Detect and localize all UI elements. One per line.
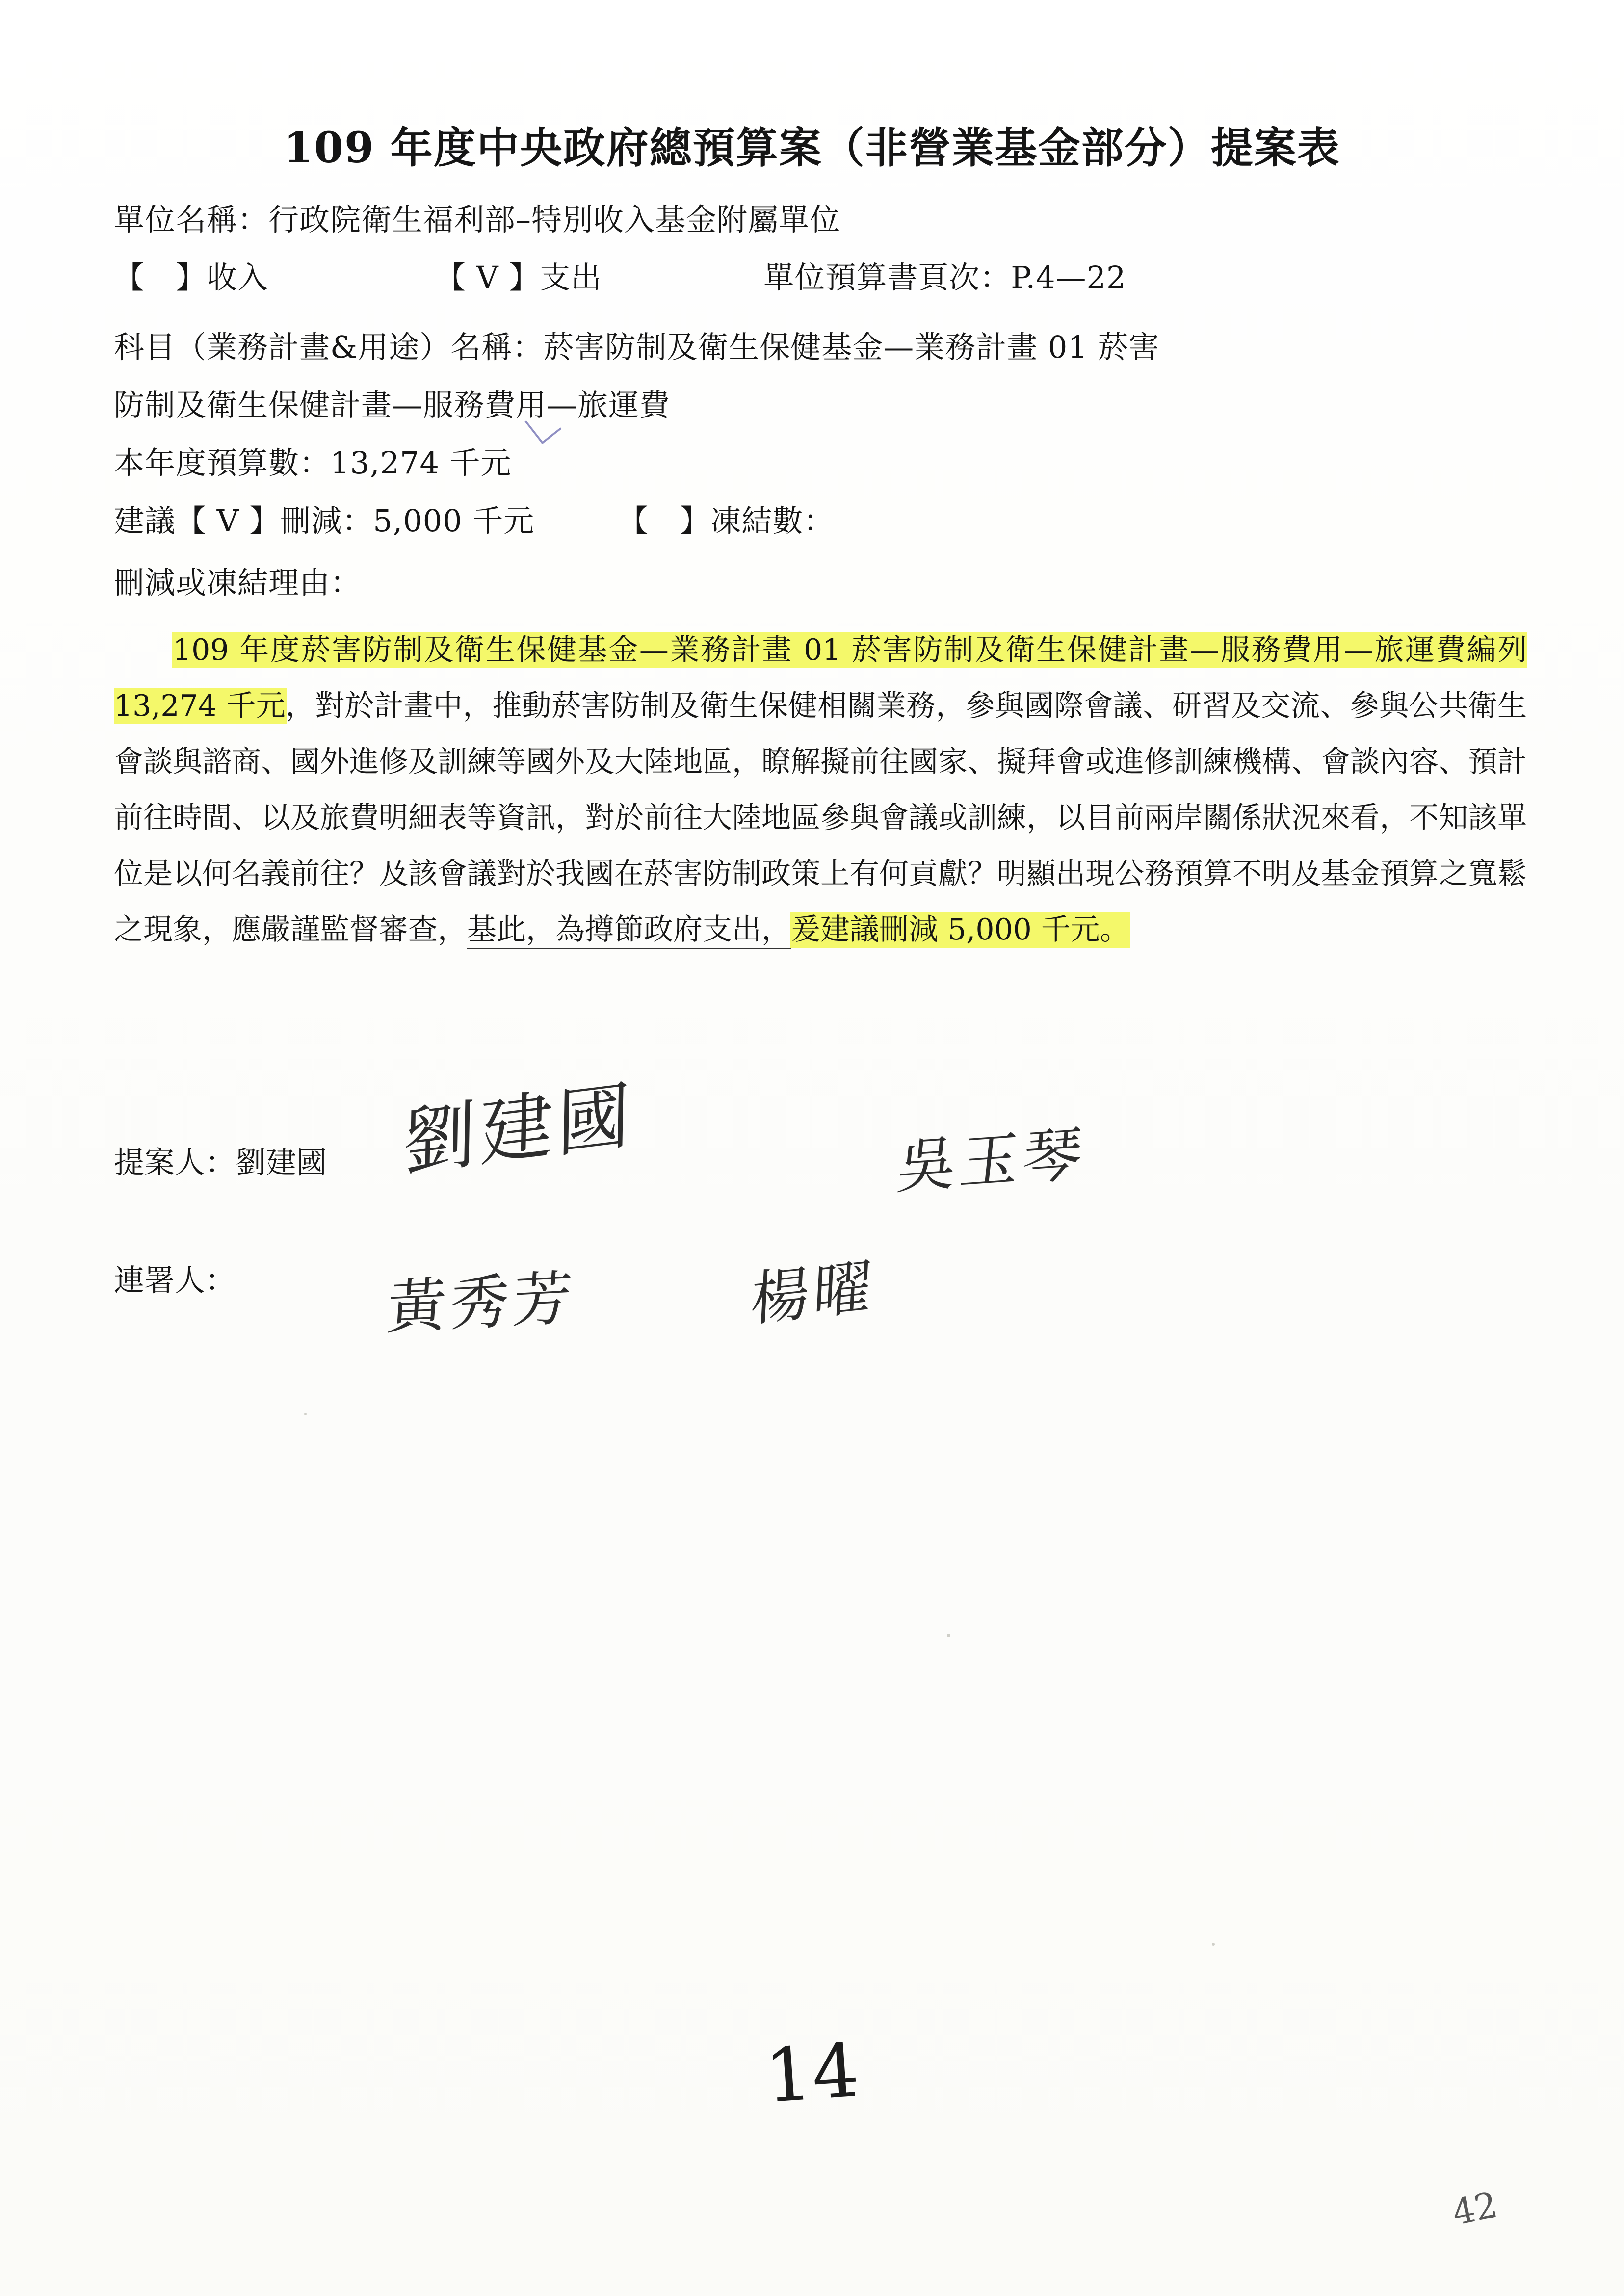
subject-line-1: 科目（業務計畫&用途）名稱：菸害防制及衛生保健基金—業務計畫 01 菸害: [114, 329, 1160, 365]
signature-proposer-liu: 劉建國: [402, 1072, 635, 1187]
subject-line-2: 防制及衛生保健計畫—服務費用—旅運費: [114, 387, 671, 423]
corner-annotation: 42: [1448, 2184, 1501, 2234]
scan-speck: [947, 1634, 950, 1637]
freeze-amount-label: 【 】凍結數：: [618, 503, 835, 539]
unit-name-line: 單位名稱：行政院衛生福利部–特別收入基金附屬單位: [114, 202, 841, 237]
reason-highlight-2: 費用—旅運費編列 13,274 千元: [114, 633, 1527, 723]
current-year-budget-line: 本年度預算數：13,274 千元: [114, 445, 512, 481]
income-checkbox-label: 【 】收入: [114, 260, 269, 295]
signature-cosigner-1: 黃秀芳: [385, 1264, 578, 1343]
suggested-cut-label: 建議【 V 】刪減：5,000 千元: [114, 503, 535, 539]
scan-speck: [1212, 1943, 1215, 1946]
reason-paragraph: [114, 622, 1527, 958]
signature-cosigner-2: 楊曜: [749, 1252, 878, 1335]
reason-underline-1: 基此，為撙節政府支出，: [467, 913, 791, 949]
cosigner-row: 連署人：: [114, 1262, 236, 1298]
handwritten-page-number: 14: [762, 2028, 862, 2120]
page-reference-label: 單位預算書頁次：P.4—22: [763, 260, 1126, 295]
reason-body-text: ，對於計畫中，推動菸害防制及衛生保健相關業務，參與國際會議、研習及交流、參與公共衛生會談與諮商、國外進修及訓練等國外及大陸地區，瞭解擬前往國家、擬拜會或進修訓練機構、會談內容、預計前往時間、以及旅費明細表等資訊，對於前往大陸地區參與會議或訓練，以目前兩岸關係狀況來看，不知該單位是以何名義前往？及該會議對於我國在菸害防制政策上有何貢獻？明顯出現公務預算不明及基金預算之寬鬆之現象，應嚴謹監督審查，: [114, 689, 1527, 947]
proposer-row: 提案人：劉建國: [114, 1145, 327, 1180]
reason-highlight-3: 爰建議刪減 5,000 千元。: [791, 913, 1129, 947]
suggestion-row: [114, 497, 834, 545]
expense-checkbox-label: 【 V 】支出: [435, 260, 602, 295]
scan-speck: [304, 1413, 307, 1415]
page-title: 109 年度中央政府總預算案（非營業基金部分）提案表: [284, 123, 1340, 173]
reason-heading: 刪減或凍結理由：: [114, 565, 362, 600]
budget-type-row: [114, 254, 1126, 301]
signature-proposer-second: 吳玉琴: [893, 1120, 1089, 1202]
reason-highlight-1: 109 年度菸害防制及衛生保健基金—業務計畫 01 菸害防制及衛生保健計畫—服務: [173, 633, 1283, 667]
